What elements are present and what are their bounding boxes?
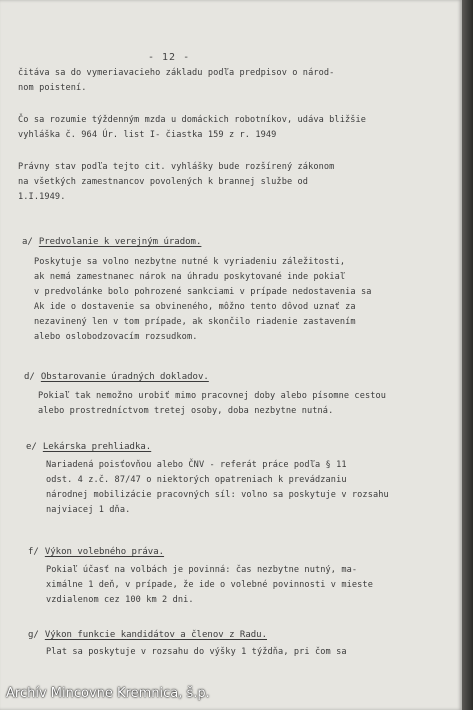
text-line: Ak ide o dostavenie sa obvineného, môžno tento dôvod uznať za — [34, 302, 356, 312]
text-line: alebo oslobodzovacím rozsudkom. — [34, 332, 198, 342]
page-number: - 12 - — [148, 52, 191, 63]
text-line: Pokiaľ účasť na volbách je povinná: čas nezbytne nutný, ma- — [46, 565, 358, 575]
section-heading-g — [28, 629, 267, 641]
paragraph-legal-status — [18, 160, 334, 205]
text-line: vyhláška č. 964 Úr. list I- čiastka 159 z r. 1949 — [18, 130, 277, 140]
text-line: nom poistení. — [18, 83, 87, 93]
archive-watermark: Archív Mincovne Kremnica, š.p. — [6, 686, 210, 701]
text-line: Pokiaľ tak nemožno urobiť mimo pracovnej doby alebo písomne cestou — [38, 391, 387, 401]
text-line: 1.I.1949. — [18, 192, 66, 202]
section-body-f — [46, 563, 373, 608]
section-heading-f — [28, 546, 164, 558]
text-line: Poskytuje sa volno nezbytne nutné k vyriadeniu záležitosti, — [34, 257, 346, 267]
text-line: ak nemá zamestnanec nárok na úhradu poskytované inde pokiaľ — [34, 272, 346, 282]
text-line: Čo sa rozumie týždenným mzda u domáckich robotníkov, udáva bližšie — [18, 115, 367, 125]
section-title: Lekárska prehliadka. — [42, 442, 152, 452]
section-label: a/ — [22, 237, 33, 247]
paragraph-weekly-wage — [18, 113, 366, 143]
section-title: Výkon funkcie kandidátov a členov z Radu. — [44, 630, 268, 640]
text-line: alebo prostredníctvom tretej osoby, doba nezbytne nutná. — [38, 406, 334, 416]
section-label: e/ — [26, 442, 37, 452]
section-body-d — [38, 389, 386, 419]
section-title: Obstarovanie úradných dokladov. — [40, 372, 209, 382]
text-line: nezavinený len v tom prípade, ak skončilo riadenie zastavením — [34, 317, 356, 327]
text-line: ximálne 1 deň, v prípade, že ide o volebné povinnosti v mieste — [46, 580, 373, 590]
text-line: čitáva sa do vymeriavacieho základu podľa predpisov o národ- — [18, 68, 335, 78]
section-heading-d — [24, 371, 209, 383]
section-label: f/ — [28, 547, 39, 557]
section-body-a — [34, 255, 372, 345]
section-body-e — [46, 458, 389, 518]
section-title: Predvolanie k verejným úradom. — [38, 237, 202, 247]
text-line: najviacej 1 dňa. — [46, 505, 131, 515]
section-label: g/ — [28, 630, 39, 640]
text-line: v predvolánke bolo pohrozené sankciami v prípade nedostavenia sa — [34, 287, 372, 297]
section-title: Výkon volebného práva. — [44, 547, 165, 557]
text-line: národnej mobilizácie pracovných síl: volno sa poskytuje v rozsahu — [46, 490, 389, 500]
section-label: d/ — [24, 372, 35, 382]
section-heading-a — [22, 236, 201, 248]
text-line: na všetkých zamestnancov povolených k brannej službe od — [18, 177, 309, 187]
section-body-g — [46, 645, 347, 660]
text-line: Nariadená poisťovňou alebo ČNV - referát práce podľa § 11 — [46, 460, 347, 470]
intro-paragraph — [18, 66, 334, 96]
text-line: odst. 4 z.č. 87/47 o niektorých opatreniach k prevádzaniu — [46, 475, 347, 485]
text-line: Plat sa poskytuje v rozsahu do výšky 1 týždňa, pri čom sa — [46, 647, 347, 657]
text-line: vzdialenom cez 100 km 2 dni. — [46, 595, 194, 605]
page-edge — [462, 0, 473, 710]
section-heading-e — [26, 441, 151, 453]
text-line: Právny stav podľa tejto cit. vyhlášky bude rozšírený zákonom — [18, 162, 335, 172]
